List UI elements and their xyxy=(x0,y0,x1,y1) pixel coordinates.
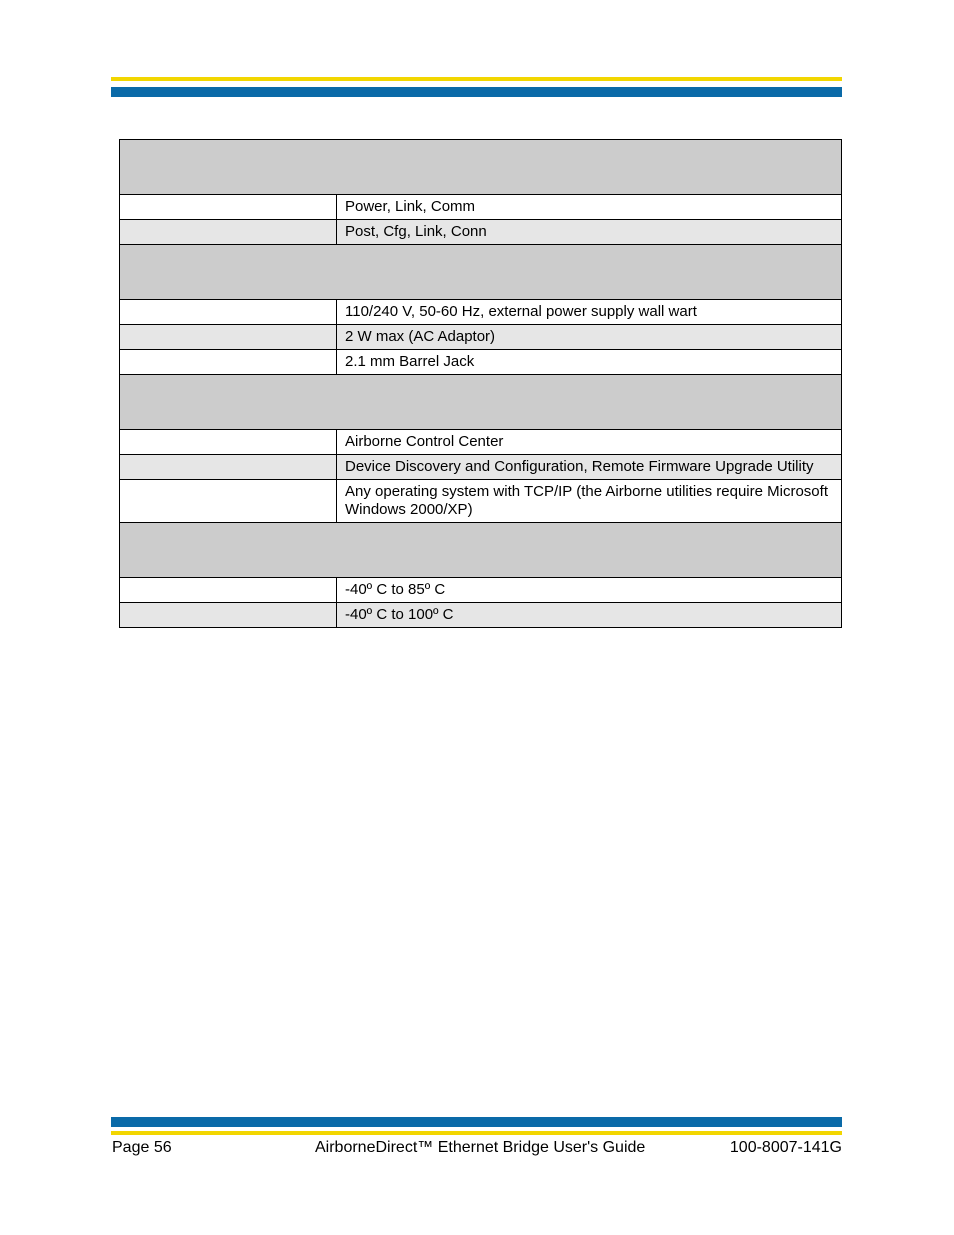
header-blue-rule xyxy=(111,87,842,97)
spec-label-cell xyxy=(120,455,337,480)
section-header-cell xyxy=(120,523,842,578)
table-row xyxy=(120,325,842,350)
section-header-cell xyxy=(120,375,842,430)
spec-value-cell: 2.1 mm Barrel Jack xyxy=(337,350,842,375)
table-row xyxy=(120,480,842,523)
spec-label-cell xyxy=(120,300,337,325)
spec-value-cell: Airborne Control Center xyxy=(337,430,842,455)
spec-value-cell: 2 W max (AC Adaptor) xyxy=(337,325,842,350)
table-row xyxy=(120,350,842,375)
spec-label-cell xyxy=(120,603,337,628)
table-section-header xyxy=(120,375,842,430)
table-row xyxy=(120,578,842,603)
table-row xyxy=(120,603,842,628)
footer-blue-rule xyxy=(111,1117,842,1127)
spec-label-cell xyxy=(120,578,337,603)
spec-label-cell xyxy=(120,430,337,455)
table-row xyxy=(120,220,842,245)
footer-yellow-rule xyxy=(111,1131,842,1135)
header-yellow-rule xyxy=(111,77,842,81)
spec-value-cell: -40º C to 100º C xyxy=(337,603,842,628)
table-row xyxy=(120,430,842,455)
section-header-cell xyxy=(120,140,842,195)
footer-document-title: AirborneDirect™ Ethernet Bridge User's Guide xyxy=(315,1139,646,1156)
table-row xyxy=(120,455,842,480)
spec-value-cell: Post, Cfg, Link, Conn xyxy=(337,220,842,245)
spec-label-cell xyxy=(120,220,337,245)
table-row xyxy=(120,195,842,220)
table-section-header xyxy=(120,140,842,195)
spec-value-cell: Device Discovery and Configuration, Remote Firmware Upgrade Utility xyxy=(337,455,842,480)
spec-value-cell: Power, Link, Comm xyxy=(337,195,842,220)
table-section-header xyxy=(120,245,842,300)
spec-label-cell xyxy=(120,480,337,523)
spec-label-cell xyxy=(120,325,337,350)
specifications-table xyxy=(119,139,842,628)
spec-label-cell xyxy=(120,195,337,220)
section-header-cell xyxy=(120,245,842,300)
spec-value-cell: Any operating system with TCP/IP (the Airborne utilities require Microsoft Windows 2000/XP) xyxy=(337,480,842,523)
footer-document-number: 100-8007-141G xyxy=(729,1139,842,1156)
table-section-header xyxy=(120,523,842,578)
spec-value-cell: 110/240 V, 50-60 Hz, external power supply wall wart xyxy=(337,300,842,325)
spec-value-cell: -40º C to 85º C xyxy=(337,578,842,603)
spec-label-cell xyxy=(120,350,337,375)
table-row xyxy=(120,300,842,325)
footer-page-number: Page 56 xyxy=(112,1139,172,1156)
